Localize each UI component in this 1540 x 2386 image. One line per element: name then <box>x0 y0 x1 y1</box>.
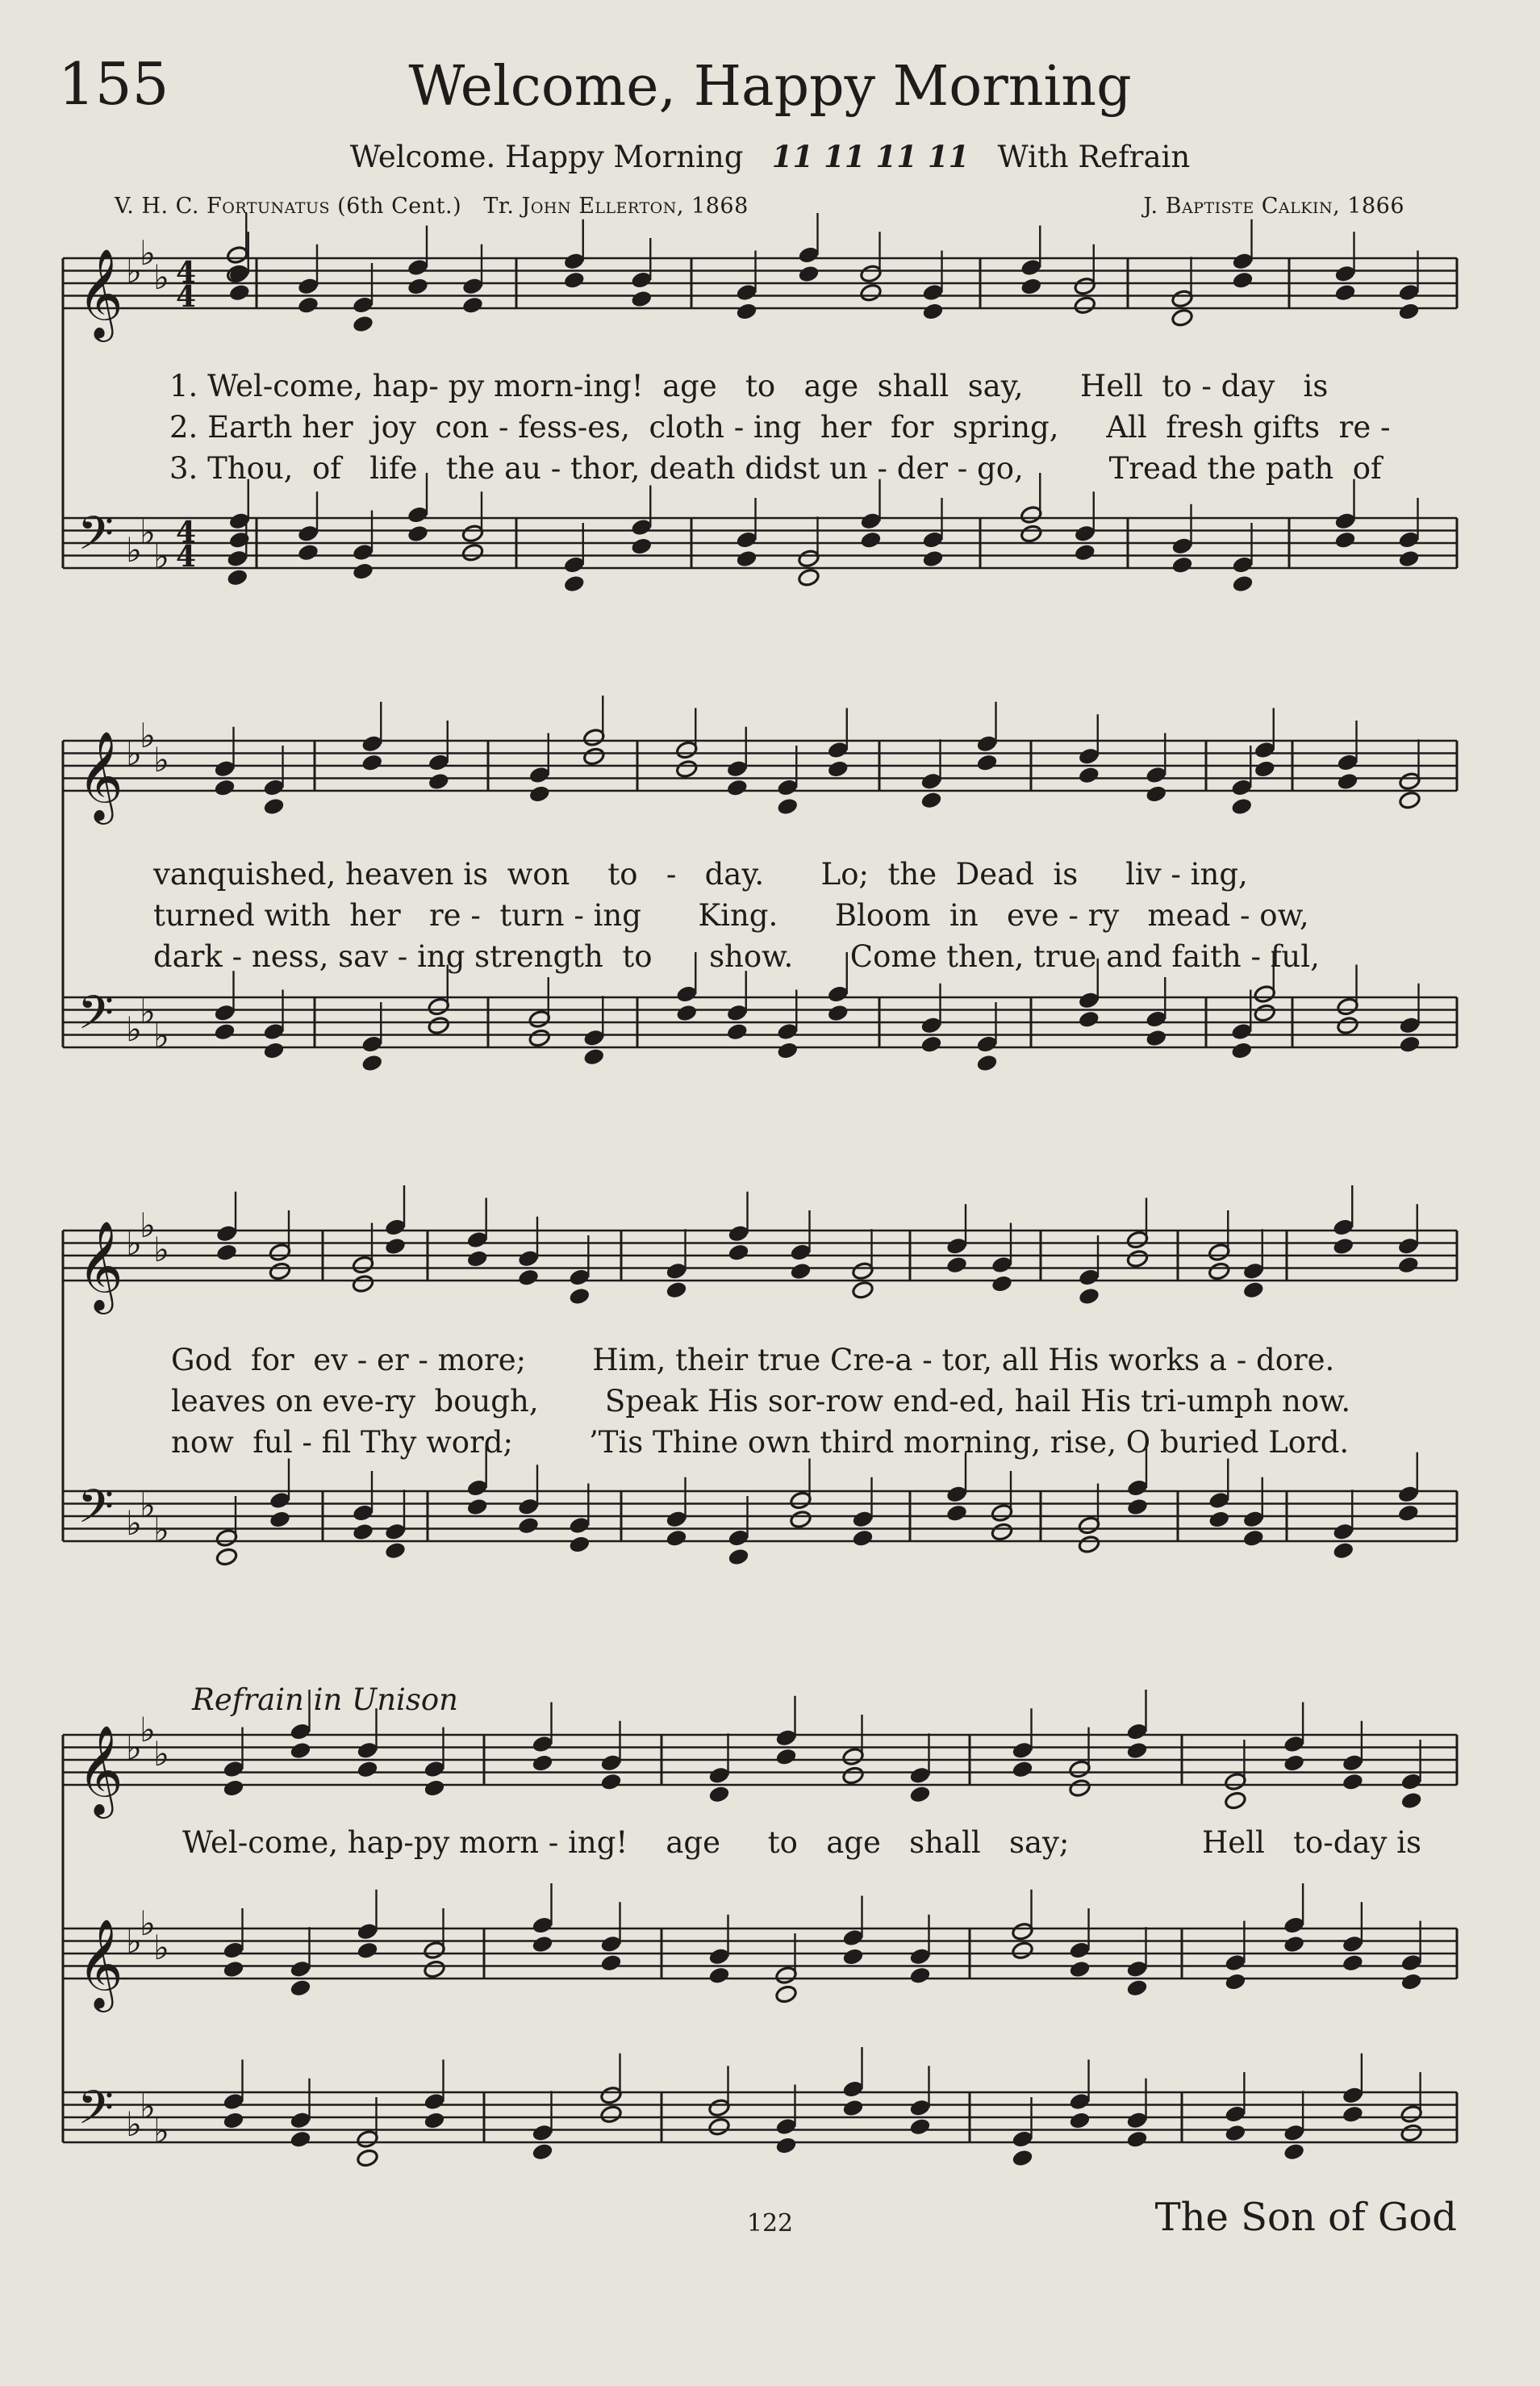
svg-text:♭: ♭ <box>126 251 142 290</box>
refrain-note: With Refrain <box>997 140 1191 174</box>
svg-text:♭: ♭ <box>126 1921 142 1961</box>
svg-text:4: 4 <box>176 540 197 574</box>
hymn-title: Welcome, Happy Morning <box>408 55 1132 119</box>
svg-text:♭: ♭ <box>140 233 156 273</box>
svg-text:♭: ♭ <box>153 257 169 297</box>
hymn-number: 155 <box>58 50 169 118</box>
svg-text:𝄞: 𝄞 <box>77 1918 123 2008</box>
svg-text:𝄢: 𝄢 <box>77 506 115 572</box>
svg-text:♭: ♭ <box>126 1223 142 1263</box>
svg-text:𝄢: 𝄢 <box>77 2080 115 2146</box>
svg-text:4: 4 <box>176 280 197 314</box>
lyric-line: leaves on eve-ry bough, Speak His sor-row end-ed, hail His tri-umph now. <box>171 1384 1351 1419</box>
composer-name: J. Baptiste Calkin, <box>1143 194 1341 219</box>
svg-text:♭: ♭ <box>153 537 169 576</box>
svg-text:♭: ♭ <box>140 1903 156 1943</box>
svg-text:♭: ♭ <box>140 1710 156 1749</box>
lyric-line: now ful - fil Thy word; ’Tis Thine own third morning, rise, O buried Lord. <box>171 1425 1350 1460</box>
svg-text:♭: ♭ <box>126 1728 142 1767</box>
svg-text:♭: ♭ <box>153 1734 169 1774</box>
translator-name: John Ellerton, <box>521 194 684 219</box>
translator-prefix: Tr. <box>483 194 515 219</box>
page-number: 122 <box>746 2209 794 2238</box>
svg-text:♭: ♭ <box>140 2087 156 2126</box>
svg-text:♭: ♭ <box>126 1009 142 1049</box>
svg-text:♭: ♭ <box>140 716 156 755</box>
lyric-line: 2. Earth her joy con - fess-es, cloth - ing her for spring, All fresh gifts re - <box>169 410 1391 445</box>
svg-text:♭: ♭ <box>126 1503 142 1543</box>
lyric-line: Wel-come, hap-py morn - ing! age to age shall say; Hell to-day is <box>182 1825 1422 1860</box>
svg-text:♭: ♭ <box>153 1510 169 1549</box>
composer-year: 1866 <box>1347 194 1404 219</box>
lyric-line: turned with her re - turn - ing King. Bloom in eve - ry mead - ow, <box>153 898 1309 933</box>
refrain-label: Refrain in Unison <box>192 1682 458 1717</box>
svg-text:♭: ♭ <box>126 2104 142 2144</box>
section-title: The Son of God <box>1154 2195 1457 2240</box>
svg-text:𝄞: 𝄞 <box>77 248 123 338</box>
svg-text:♭: ♭ <box>126 733 142 773</box>
lyric-line: vanquished, heaven is won to - day. Lo; the Dead is liv - ing, <box>153 857 1248 892</box>
tune-name: Welcome. Happy Morning <box>349 140 744 174</box>
svg-text:♭: ♭ <box>140 512 156 552</box>
svg-text:♭: ♭ <box>126 530 142 570</box>
svg-text:4: 4 <box>176 516 197 549</box>
meter: 11 11 11 11 <box>771 139 970 174</box>
svg-text:♭: ♭ <box>153 1230 169 1269</box>
author-date: (6th Cent.) <box>337 194 462 219</box>
author-name: V. H. C. Fortunatus <box>115 194 330 219</box>
lyric-line: 1. Wel-come, hap- py morn-ing! age to age shall say, Hell to - day is <box>169 369 1329 403</box>
svg-text:𝄞: 𝄞 <box>77 1724 123 1815</box>
lyric-line: dark - ness, sav - ing strength to show. Come then, true and faith - ful, <box>153 939 1320 974</box>
svg-text:𝄢: 𝄢 <box>77 985 115 1051</box>
lyric-line: God for ev - er - more; Him, their true Cre-a - tor, all His works a - dore. <box>171 1343 1335 1377</box>
svg-text:♭: ♭ <box>153 1016 169 1055</box>
lyric-line: 3. Thou, of life the au - thor, death didst un - der - go, Tread the path of <box>169 451 1382 486</box>
svg-text:4: 4 <box>176 256 197 290</box>
svg-text:𝄞: 𝄞 <box>77 730 123 821</box>
svg-text:♭: ♭ <box>140 1206 156 1245</box>
svg-text:♭: ♭ <box>140 992 156 1031</box>
svg-text:♭: ♭ <box>153 2111 169 2150</box>
svg-text:♭: ♭ <box>140 1486 156 1525</box>
svg-text:𝄢: 𝄢 <box>77 1479 115 1545</box>
svg-text:♭: ♭ <box>153 1928 169 1967</box>
svg-text:♭: ♭ <box>153 740 169 779</box>
svg-text:𝄞: 𝄞 <box>77 1220 123 1310</box>
translator-year: 1868 <box>691 194 749 219</box>
